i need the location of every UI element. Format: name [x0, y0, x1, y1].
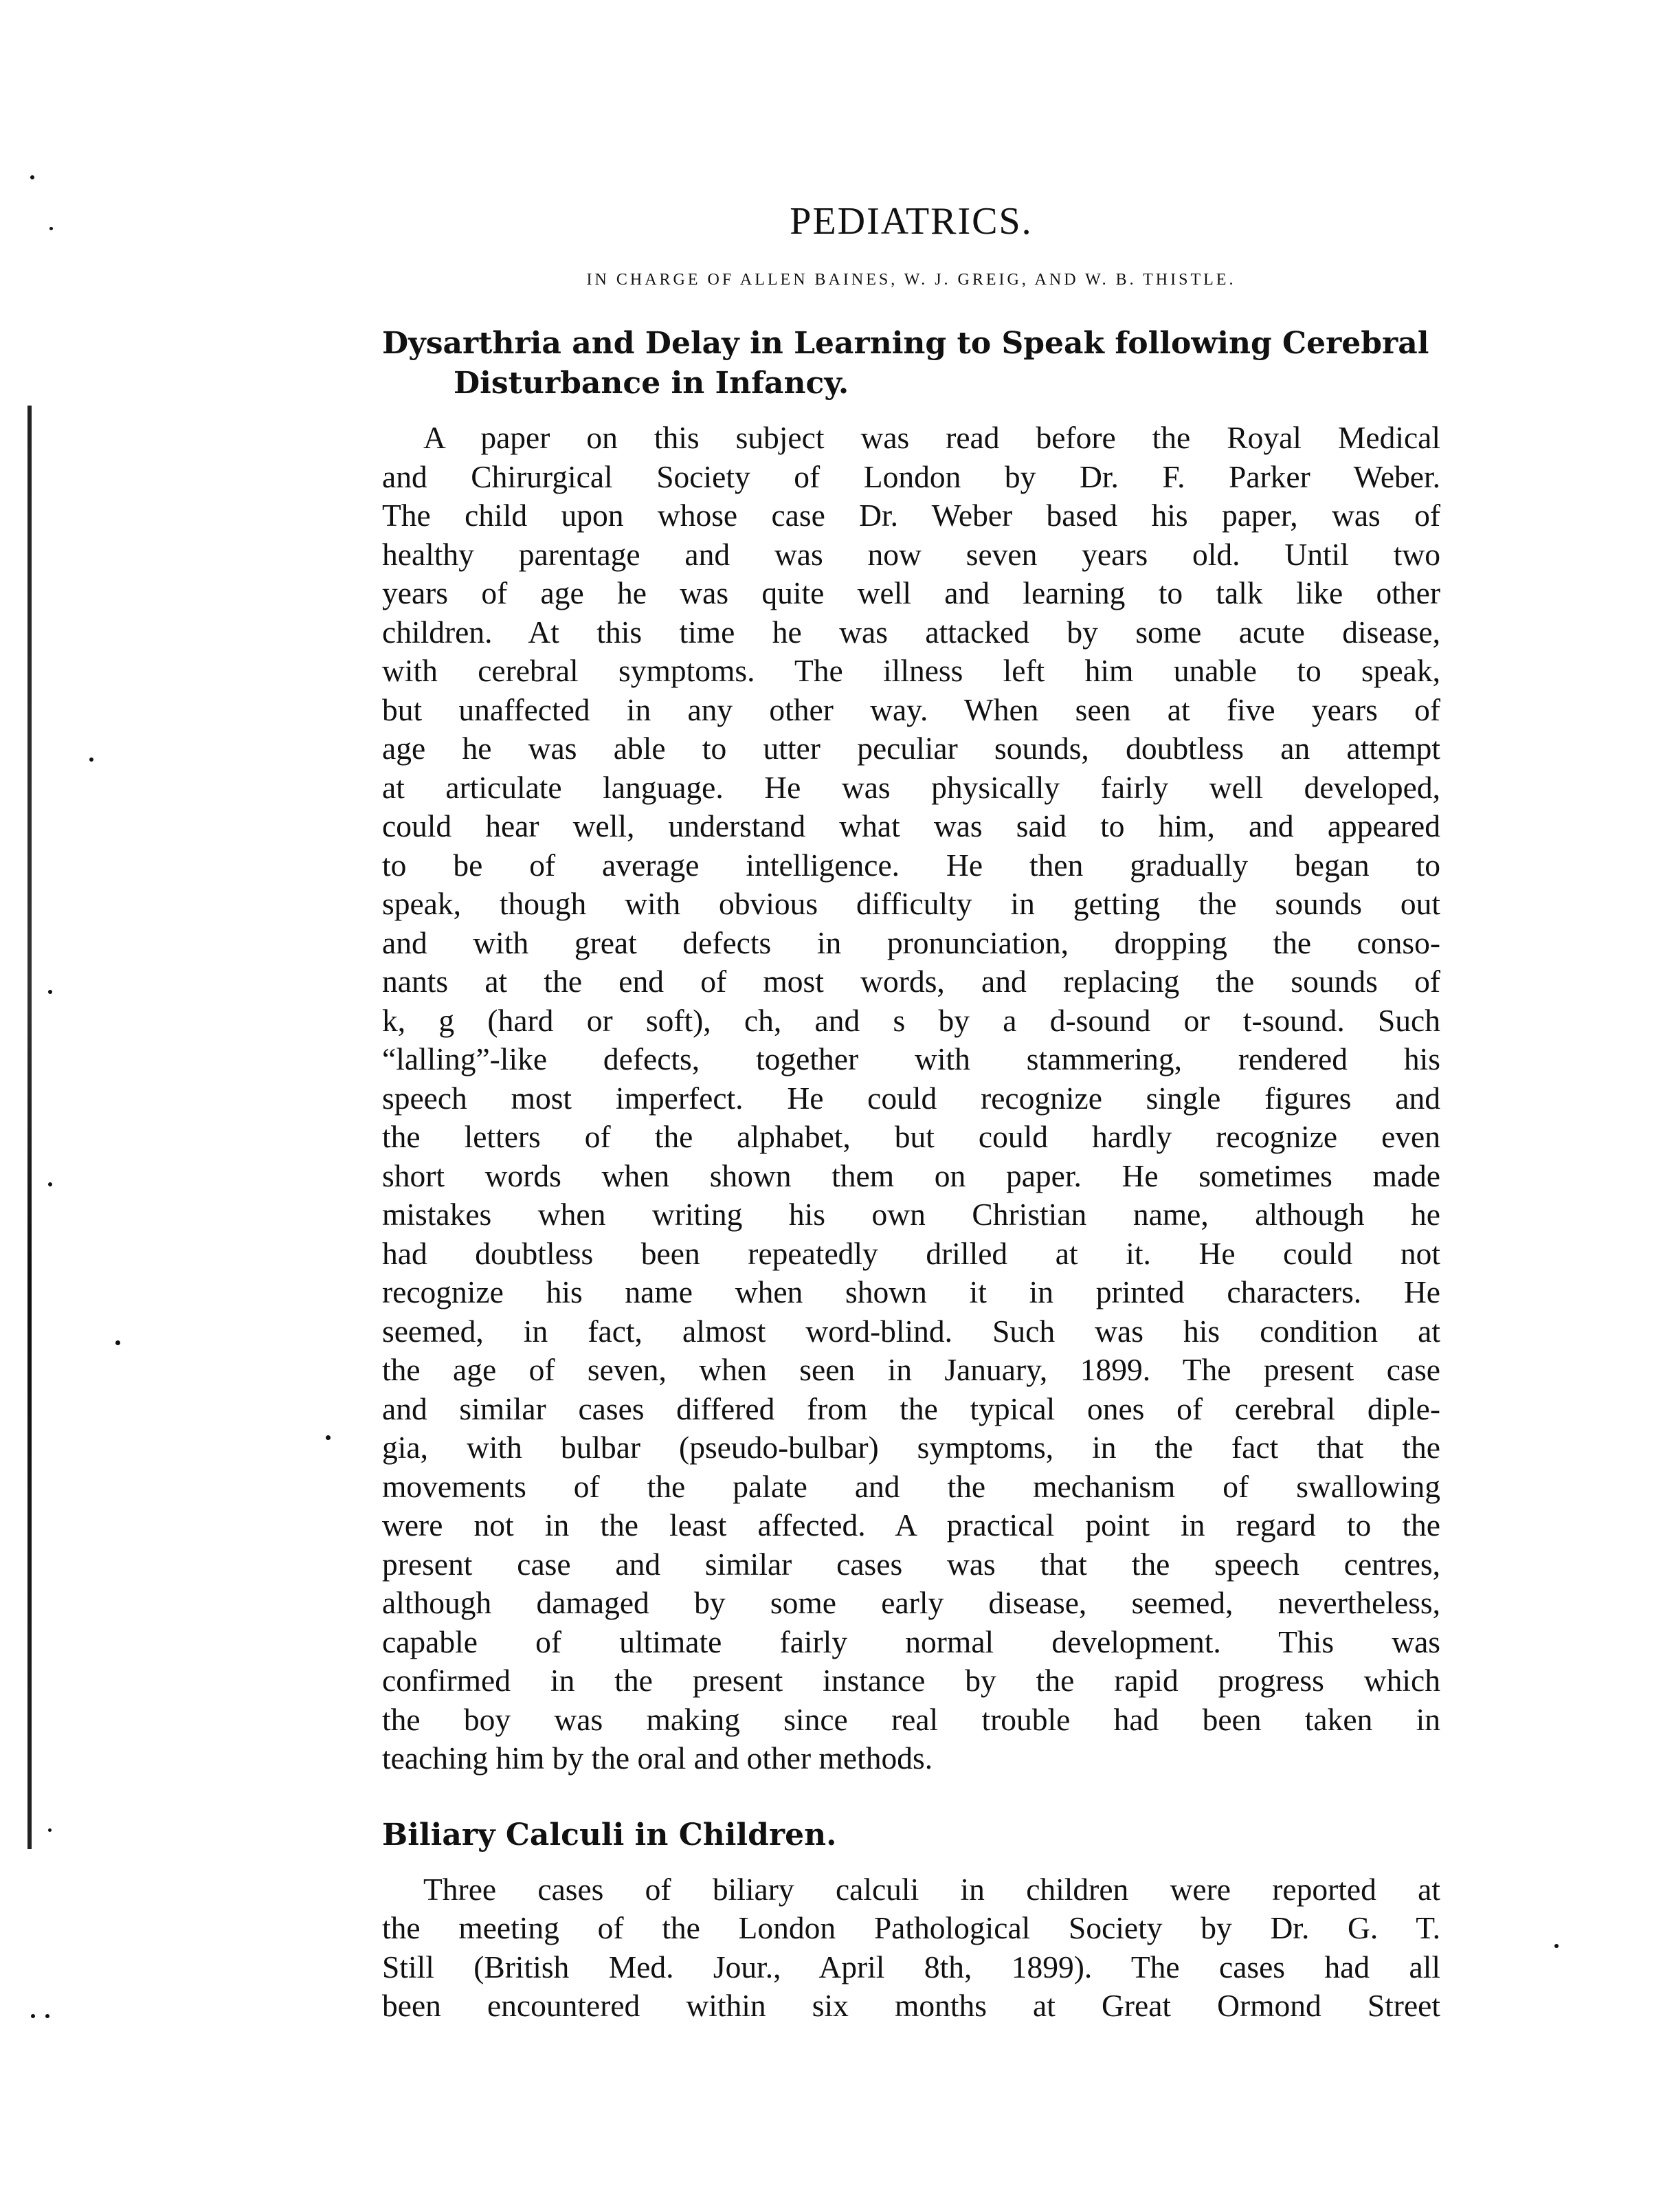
- scan-speck: [115, 1340, 120, 1345]
- scan-speck: [48, 1182, 52, 1186]
- articles: [382, 324, 1440, 2026]
- text-line: had doubtless been repeatedly drilled at it. He could not: [382, 1235, 1440, 1271]
- text-line: recognize his name when shown it in printed characters. He: [382, 1274, 1440, 1309]
- text-line: speak, though with obvious difficulty in getting the sounds out: [382, 886, 1440, 921]
- text-line: k, g (hard or soft), ch, and s by a d-sound or t-sound. Such: [382, 1002, 1440, 1038]
- text-line: children. At this time he was attacked by some acute disease,: [382, 614, 1440, 650]
- text-line: “lalling”-like defects, together with stammering, rendered his: [382, 1041, 1440, 1076]
- text-line: speech most imperfect. He could recognize single figures and: [382, 1080, 1440, 1116]
- article-heading: [382, 1815, 1440, 1855]
- section-gap: [382, 1778, 1440, 1815]
- editors-line: IN CHARGE OF ALLEN BAINES, W. J. GREIG, AND W. B. THISTLE.: [586, 271, 1236, 289]
- scan-speck: [31, 2014, 35, 2018]
- scan-speck: [48, 990, 52, 994]
- heading-line: Disturbance in Infancy.: [454, 366, 849, 401]
- text-line: Still (British Med. Jour., April 8th, 1899). The cases had all: [382, 1949, 1440, 1984]
- text-line: seemed, in fact, almost word-blind. Such was his condition at: [382, 1313, 1440, 1349]
- text-line: and Chirurgical Society of London by Dr. F. Parker Weber.: [382, 458, 1440, 494]
- text-line: short words when shown them on paper. He sometimes made: [382, 1158, 1440, 1193]
- text-line: and with great defects in pronunciation, dropping the conso-: [382, 925, 1440, 960]
- text-line: been encountered within six months at Great Ormond Street: [382, 1988, 1440, 2023]
- heading-line: Dysarthria and Delay in Learning to Speak following Cerebral: [382, 326, 1429, 361]
- article-heading: [382, 324, 1440, 403]
- scan-speck: [30, 175, 34, 179]
- text-line: teaching him by the oral and other methods.: [382, 1740, 933, 1776]
- text-line: although damaged by some early disease, seemed, nevertheless,: [382, 1585, 1440, 1620]
- scan-speck: [45, 2014, 49, 2018]
- text-line: A paper on this subject was read before the Royal Medical: [423, 420, 1440, 455]
- text-line: could hear well, understand what was said to him, and appeared: [382, 808, 1440, 843]
- text-line: and similar cases differed from the typical ones of cerebral diple-: [382, 1391, 1440, 1426]
- scan-speck: [326, 1435, 331, 1440]
- text-line: the age of seven, when seen in January, 1899. The present case: [382, 1352, 1440, 1387]
- text-line: but unaffected in any other way. When seen at five years of: [382, 692, 1440, 727]
- text-line: The child upon whose case Dr. Weber based his paper, was of: [382, 498, 1440, 533]
- text-line: years of age he was quite well and learning to talk like other: [382, 575, 1440, 610]
- text-line: healthy parentage and was now seven years old. Until two: [382, 536, 1440, 572]
- article-paragraph: [382, 1870, 1440, 2026]
- text-line: at articulate language. He was physically fairly well developed,: [382, 769, 1440, 805]
- section-title: PEDIATRICS.: [790, 200, 1033, 243]
- scan-speck: [1554, 1944, 1559, 1948]
- text-line: the boy was making since real trouble had been taken in: [382, 1701, 1440, 1737]
- text-line: the meeting of the London Pathological Society by Dr. G. T.: [382, 1910, 1440, 1945]
- binding-edge: [27, 406, 32, 1849]
- text-line: movements of the palate and the mechanism of swallowing: [382, 1468, 1440, 1504]
- text-line: to be of average intelligence. He then gradually began to: [382, 847, 1440, 883]
- text-line: present case and similar cases was that the speech centres,: [382, 1546, 1440, 1582]
- article-paragraph: [382, 419, 1440, 1778]
- page-content: [382, 199, 1440, 2026]
- heading-line: Biliary Calculi in Children.: [382, 1817, 837, 1852]
- text-line: the letters of the alphabet, but could hardly recognize even: [382, 1119, 1440, 1154]
- text-line: Three cases of biliary calculi in children were reported at: [423, 1871, 1440, 1907]
- text-line: were not in the least affected. A practical point in regard to the: [382, 1507, 1440, 1542]
- text-line: confirmed in the present instance by the rapid progress which: [382, 1663, 1440, 1698]
- scan-speck: [49, 227, 53, 230]
- scan-speck: [89, 757, 93, 762]
- scan-speck: [48, 1828, 52, 1832]
- text-line: nants at the end of most words, and replacing the sounds of: [382, 964, 1440, 999]
- text-line: age he was able to utter peculiar sounds, doubtless an attempt: [382, 731, 1440, 766]
- text-line: gia, with bulbar (pseudo-bulbar) symptoms, in the fact that the: [382, 1430, 1440, 1465]
- text-line: mistakes when writing his own Christian name, although he: [382, 1197, 1440, 1232]
- text-line: capable of ultimate fairly normal development. This was: [382, 1624, 1440, 1659]
- text-line: with cerebral symptoms. The illness left him unable to speak,: [382, 653, 1440, 688]
